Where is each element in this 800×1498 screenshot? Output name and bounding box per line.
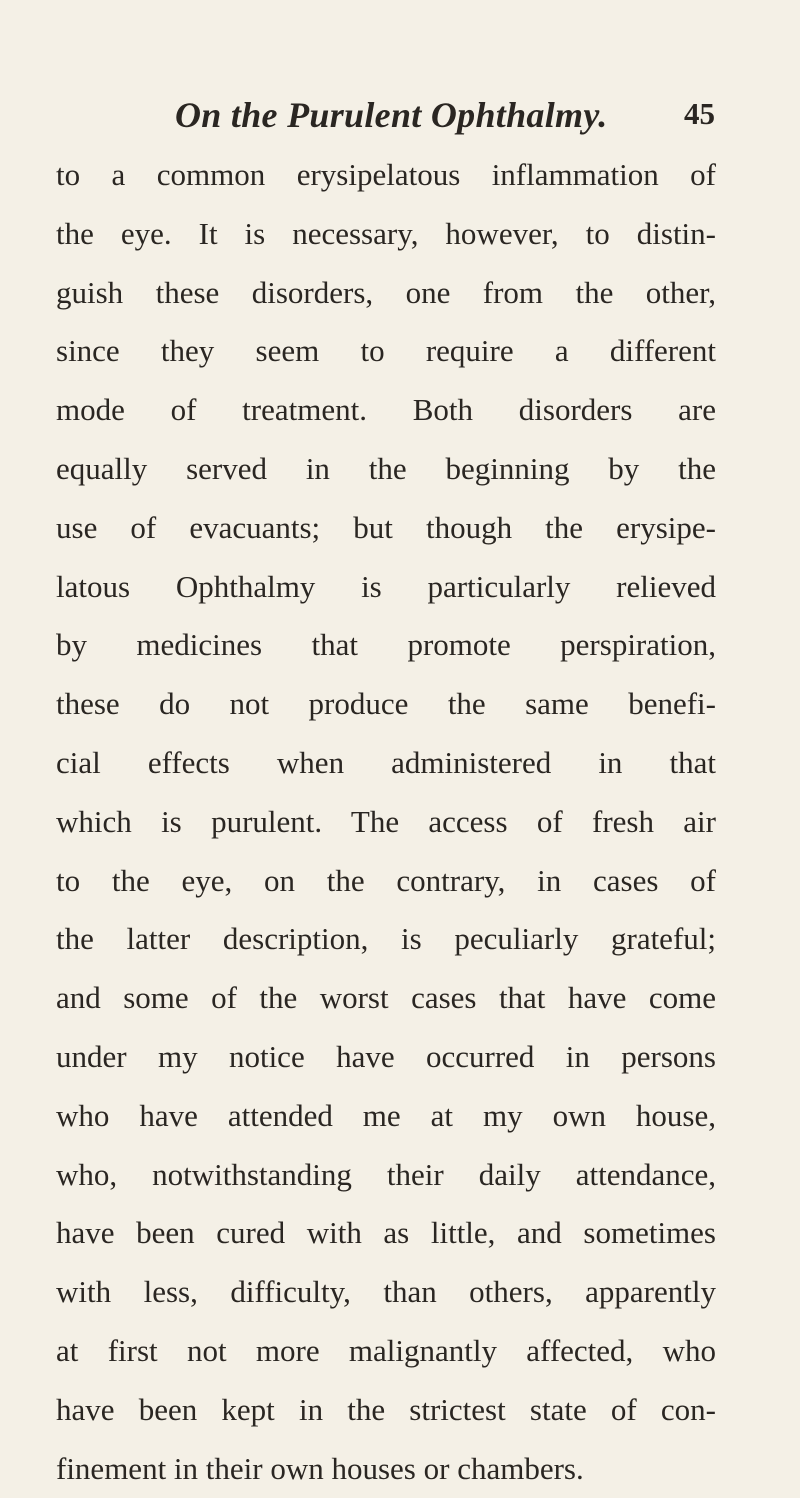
text-line: with less, difficulty, than others, apparently xyxy=(56,1274,716,1310)
text-line: which is purulent. The access of fresh air xyxy=(56,803,716,839)
text-line: by medicines that promote perspiration, xyxy=(56,627,716,663)
text-line: these do not produce the same benefi- xyxy=(56,686,716,722)
text-line: the eye. It is necessary, however, to distin- xyxy=(56,215,716,251)
text-line: since they seem to require a different xyxy=(56,333,716,369)
page-number: 45 xyxy=(684,96,715,131)
text-line: guish these disorders, one from the other, xyxy=(56,274,716,310)
text-line: finement in their own houses or chambers. xyxy=(56,1450,584,1486)
text-line: at first not more malignantly affected, who xyxy=(56,1332,716,1368)
text-line: who have attended me at my own house, xyxy=(56,1097,716,1133)
running-title: On the Purulent Ophthalmy. xyxy=(175,95,608,135)
text-line: cial effects when administered in that xyxy=(56,744,716,780)
text-line: equally served in the beginning by the xyxy=(56,450,716,486)
text-line: have been cured with as little, and sometimes xyxy=(56,1215,716,1251)
text-line: mode of treatment. Both disorders are xyxy=(56,392,716,428)
text-line: to the eye, on the contrary, in cases of xyxy=(56,862,716,898)
text-line: to a common erysipelatous inflammation of xyxy=(56,157,716,192)
text-line: use of evacuants; but though the erysipe- xyxy=(56,509,716,545)
text-line: who, notwithstanding their daily attendance, xyxy=(56,1156,716,1192)
body-text xyxy=(56,146,716,1498)
running-head xyxy=(175,94,715,144)
text-line: and some of the worst cases that have come xyxy=(56,980,716,1016)
text-line: latous Ophthalmy is particularly relieved xyxy=(56,568,716,604)
text-line: have been kept in the strictest state of con- xyxy=(56,1391,716,1427)
text-line: the latter description, is peculiarly grateful; xyxy=(56,921,716,957)
text-line: under my notice have occurred in persons xyxy=(56,1038,716,1074)
